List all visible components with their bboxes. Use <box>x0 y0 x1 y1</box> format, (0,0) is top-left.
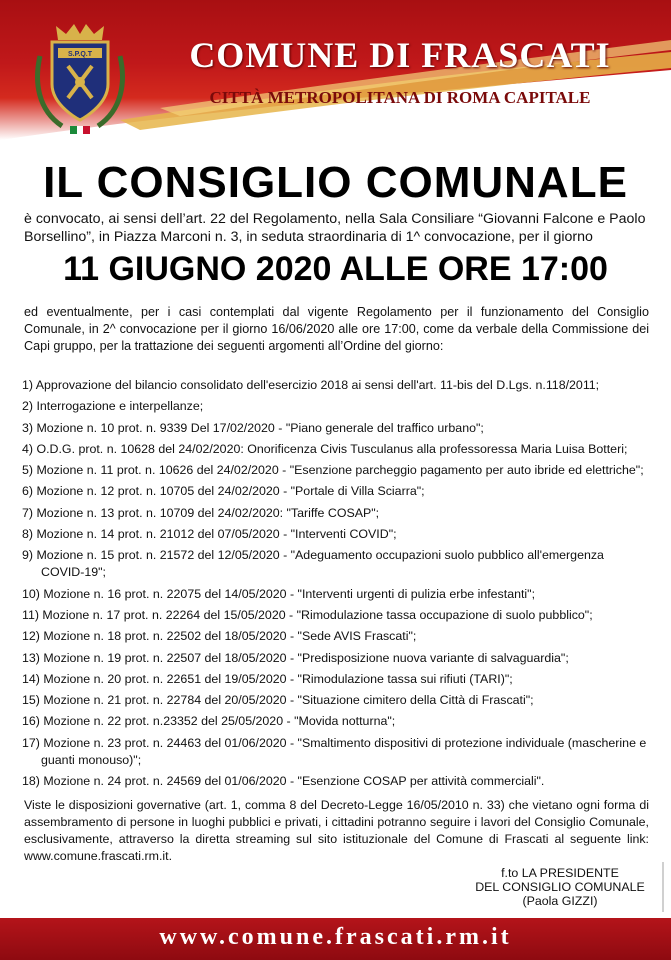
agenda-item: 7) Mozione n. 13 prot. n. 10709 del 24/02/2020: "Tariffe COSAP"; <box>22 505 380 520</box>
crest-motto: S.P.Q.T <box>68 51 92 58</box>
agenda-item: 2) Interrogazione e interpellanze; <box>22 399 204 414</box>
signature-line-3: (Paola GIZZI) <box>522 894 598 908</box>
municipality-subtitle: CITTÀ METROPOLITANA DI ROMA CAPITALE <box>209 88 591 107</box>
agenda-item: 16) Mozione n. 22 prot. n.23352 del 25/05/2020 - "Movida notturna"; <box>22 714 396 729</box>
agenda-item: 9) Mozione n. 15 prot. n. 21572 del 12/05/2020 - "Adeguamento occupazioni suolo pubblico all'emergenza COVID-19"; <box>22 548 604 580</box>
agenda-item: 10) Mozione n. 16 prot. n. 22075 del 14/05/2020 - "Interventi urgenti di pulizia erbe infestanti"; <box>22 586 536 601</box>
agenda-item: 8) Mozione n. 14 prot. n. 21012 del 07/05/2020 - "Interventi COVID"; <box>22 527 397 542</box>
agenda-list <box>22 377 650 794</box>
agenda-item: 11) Mozione n. 17 prot. n. 22264 del 15/05/2020 - "Rimodulazione tassa occupazione di suolo pubblico"; <box>22 607 593 622</box>
coat-of-arms-icon <box>32 22 128 138</box>
agenda-item: 15) Mozione n. 21 prot. n. 22784 del 20/05/2020 - "Situazione cimitero della Città di Frascati"; <box>22 693 534 708</box>
agenda-item: 18) Mozione n. 24 prot. n. 24569 del 01/06/2020 - "Esenzione COSAP per attività commerciali". <box>22 774 545 789</box>
signature-line-2: DEL CONSIGLIO COMUNALE <box>475 880 645 894</box>
agenda-item: 6) Mozione n. 12 prot. n. 10705 del 24/02/2020 - "Portale di Villa Sciarra"; <box>22 484 425 499</box>
second-convocation-paragraph: ed eventualmente, per i casi contemplati dal vigente Regolamento per il funzionamento del Consiglio Comunale, in 2^ convocazione per il giorno 16/06/2020 alle ore 17:00, come da verbale della Commissione dei Capi gruppo, per la trattazione dei seguenti argomenti all’Ordine del giorno: <box>24 305 649 353</box>
meeting-date: 11 GIUGNO 2020 ALLE ORE 17:00 <box>63 250 608 288</box>
agenda-item: 17) Mozione n. 23 prot. n. 24463 del 01/06/2020 - "Smaltimento dispositivi di protezione individuale (mascherine e guanti monouso)"; <box>22 735 647 767</box>
agenda-item: 5) Mozione n. 11 prot. n. 10626 del 24/02/2020 - "Esenzione parcheggio pagamento per auto ibride ed elettriche"; <box>22 463 644 478</box>
header-banner <box>0 0 671 140</box>
page-title: IL CONSIGLIO COMUNALE <box>43 158 628 207</box>
agenda-item: 4) O.D.G. prot. n. 10628 del 24/02/2020: Onorificenza Civis Tusculanus alla professoressa Maria Luisa Botteri; <box>22 441 628 456</box>
convocation-intro: è convocato, ai sensi dell’art. 22 del Regolamento, nella Sala Consiliare “Giovanni Falcone e Paolo Borsellino”, in Piazza Marconi n. 3, in seduta straordinaria di 1^ convocazione, per il giorno <box>24 211 646 245</box>
agenda-item: 1) Approvazione del bilancio consolidato dell'esercizio 2018 ai sensi dell'art. 11-bis del D.Lgs. n.118/2011; <box>22 378 600 392</box>
signature-block <box>470 866 650 908</box>
agenda-item: 13) Mozione n. 19 prot. n. 22507 del 18/05/2020 - "Predisposizione nuova variante di salvaguardia"; <box>22 650 569 665</box>
agenda-item: 14) Mozione n. 20 prot. n. 22651 del 19/05/2020 - "Rimodulazione tassa sui rifiuti (TARI)"; <box>22 671 513 686</box>
footer-banner <box>0 918 671 960</box>
municipality-title: COMUNE DI FRASCATI <box>189 35 611 75</box>
website-link[interactable]: www.comune.frascati.rm.it <box>159 924 512 950</box>
printer-mark <box>658 862 668 912</box>
agenda-item: 12) Mozione n. 18 prot. n. 22502 del 18/05/2020 - "Sede AVIS Frascati"; <box>22 629 417 644</box>
agenda-item: 3) Mozione n. 10 prot. n. 9339 Del 17/02/2020 - "Piano generale del traffico urbano"; <box>22 420 484 435</box>
signature-line-1: f.to LA PRESIDENTE <box>501 866 619 880</box>
streaming-notice: Viste le disposizioni governative (art. 1, comma 8 del Decreto-Legge 16/05/2010 n. 33) che vietano ogni forma di assembramento di persone in luoghi pubblici e privati, i cittadini potranno seguire i lavori del Consiglio Comunale, esclusivamente, attraverso la diretta streaming sul sito istituzionale del Comune di Frascati al seguente link: www.comune.frascati.rm.it. <box>24 798 649 863</box>
